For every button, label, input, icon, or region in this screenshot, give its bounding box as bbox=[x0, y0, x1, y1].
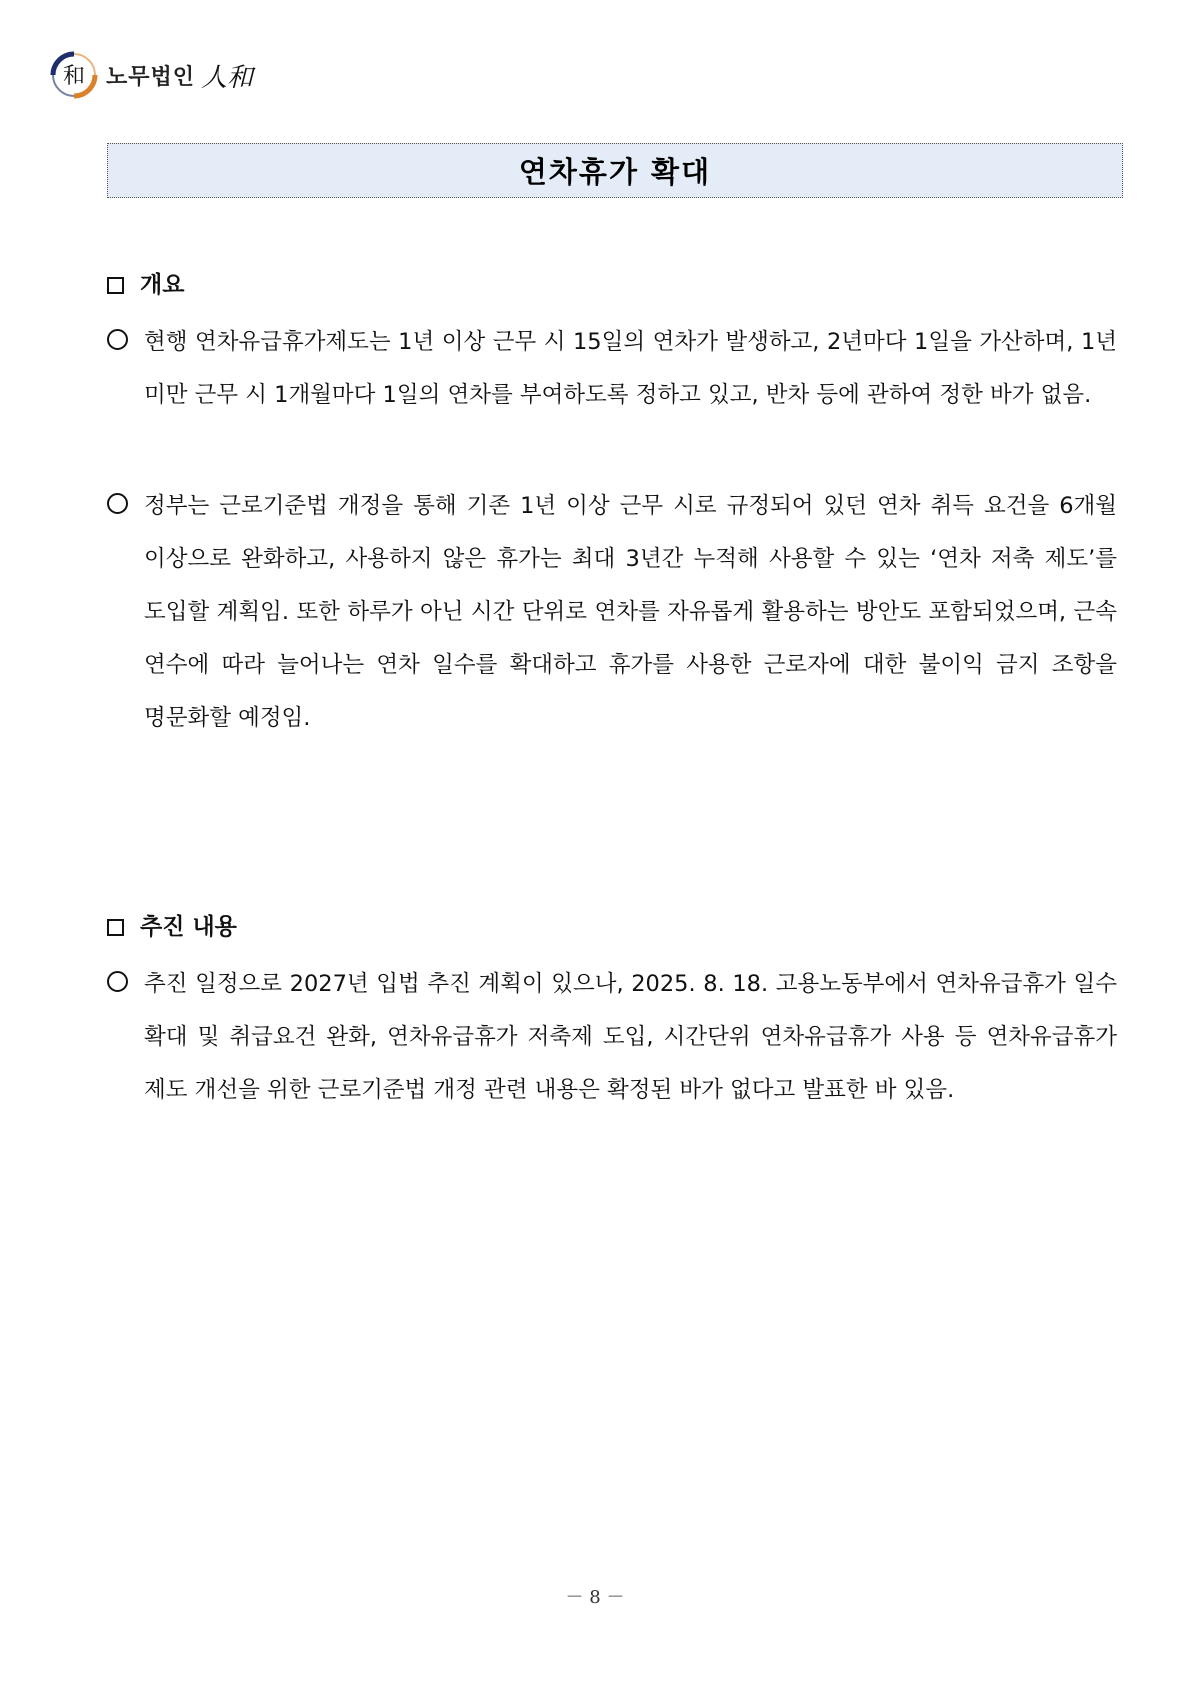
logo-script: 人和 bbox=[201, 62, 254, 93]
page-number: － 8 － bbox=[565, 1587, 625, 1608]
paragraph-text: 추진 일정으로 2027년 입법 추진 계획이 있으나, 2025. 8. 18. 고용노동부에서 연차유급휴가 일수 확대 및 취급요건 완화, 연차유급휴가 저축제 도입, 시간단위 연차유급휴가 사용 등 연차유급휴가 제도 개선을 위한 근로기준법 개정 관련 내용은 확정된 바가 없다고 발표한 바 있음. bbox=[144, 971, 1117, 1103]
circle-bullet-icon bbox=[107, 329, 128, 350]
list-item bbox=[107, 480, 1117, 745]
logo-text: 노무법인 bbox=[106, 64, 196, 90]
circle-bullet-icon bbox=[107, 971, 128, 992]
paragraph-text: 현행 연차유급휴가제도는 1년 이상 근무 시 15일의 연차가 발생하고, 2년마다 1일을 가산하며, 1년 미만 근무 시 1개월마다 1일의 연차를 부여하도록 정하고 있고, 반차 등에 관하여 정한 바가 없음. bbox=[144, 329, 1117, 408]
title-box bbox=[107, 143, 1123, 198]
header-logo bbox=[50, 50, 253, 100]
circle-bullet-icon bbox=[107, 493, 128, 514]
page-title: 연차휴가 확대 bbox=[518, 155, 712, 189]
section-heading-text: 개요 bbox=[140, 272, 185, 298]
logo-emblem-icon bbox=[50, 51, 98, 99]
section-heading-overview bbox=[107, 270, 184, 300]
section-heading-progress bbox=[107, 912, 237, 942]
square-bullet-icon bbox=[107, 919, 124, 936]
square-bullet-icon bbox=[107, 277, 124, 294]
section-heading-text: 추진 내용 bbox=[140, 914, 237, 940]
logo-emblem-char: 和 bbox=[62, 64, 86, 89]
list-item bbox=[107, 316, 1117, 422]
paragraph-text: 정부는 근로기준법 개정을 통해 기존 1년 이상 근무 시로 규정되어 있던 연차 취득 요건을 6개월 이상으로 완화하고, 사용하지 않은 휴가는 최대 3년간 누적해 사용할 수 있는 ‘연차 저축 제도’를 도입할 계획임. 또한 하루가 아닌 시간 단위로 연차를 자유롭게 활용하는 방안도 포함되었으며, 근속 연수에 따라 늘어나는 연차 일수를 확대하고 휴가를 사용한 근로자에 대한 불이익 금지 조항을 명문화할 예정임. bbox=[144, 493, 1117, 731]
list-item bbox=[107, 958, 1117, 1117]
